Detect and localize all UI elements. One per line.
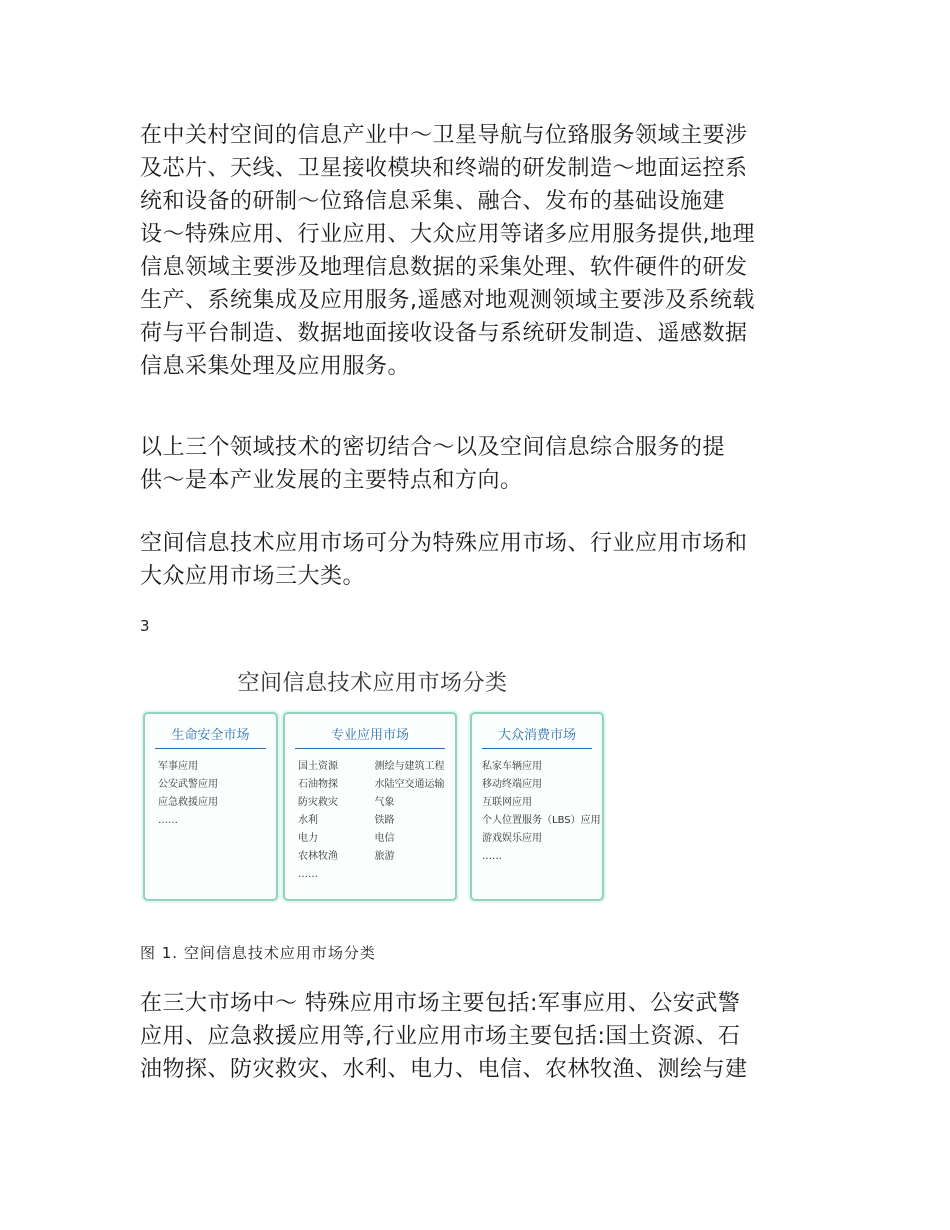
text-line: 大众应用市场三大类。 [140,564,366,589]
paragraph-market-categories [140,527,820,593]
professional-market-box [283,712,457,901]
box-title: 专业应用市场 [295,724,445,749]
life-safety-market-box [143,712,278,901]
box-title: 生命安全市场 [155,724,266,749]
list-item: 电信 [374,833,395,844]
list-item: 电力 [298,833,318,844]
list-item: 游戏娱乐应用 [482,833,542,844]
text-line: 荷与平台制造、数据地面接收设备与系统研发制造、遥感数据 [140,321,748,346]
text-line: 设～特殊应用、行业应用、大众应用等诸多应用服务提供,地理 [140,222,755,247]
page-number: 3 [140,617,150,635]
list-item: 移动终端应用 [482,779,542,790]
list-item: 互联网应用 [482,797,532,808]
item-column-right [375,758,452,884]
list-item: 水利 [298,815,318,826]
list-item: 测绘与建筑工程 [374,761,445,772]
text-line: 空间信息技术应用市场可分为特殊应用市场、行业应用市场和 [140,531,748,556]
text-line: 生产、系统集成及应用服务,遥感对地观测领域主要涉及系统载 [140,288,755,313]
mass-consumer-market-box [470,712,604,901]
list-item: 防灾救灾 [298,797,338,808]
list-item: …… [482,851,502,862]
item-column-left [298,758,375,884]
box-item-list [482,758,601,866]
list-item: …… [298,869,318,880]
market-classification-figure [140,660,605,905]
text-line: 统和设备的研制～位臵信息采集、融合、发布的基础设施建 [140,189,726,214]
text-line: 及芯片、天线、卫星接收模块和终端的研发制造～地面运控系 [140,156,748,181]
figure-title: 空间信息技术应用市场分类 [237,671,508,696]
text-line: 在中关村空间的信息产业中～卫星导航与位臵服务领域主要涉 [140,123,748,148]
list-item: 农林牧渔 [298,851,338,862]
list-item: 私家车辆应用 [482,761,542,772]
box-title: 大众消费市场 [482,724,592,749]
list-item: 气象 [374,797,395,808]
list-item: 公安武警应用 [158,779,218,790]
figure-caption: 图 1. 空间信息技术应用市场分类 [140,944,376,962]
paragraph-market-details [140,987,820,1086]
text-line: 信息领域主要涉及地理信息数据的采集处理、软件硬件的研发 [140,255,748,280]
text-line: 油物探、防灾救灾、水利、电力、电信、农林牧渔、测绘与建 [140,1057,748,1082]
text-line: 以上三个领域技术的密切结合～以及空间信息综合服务的提 [140,435,726,460]
list-item: 个人位置服务（LBS）应用 [482,815,601,826]
paragraph-industry-overview [140,119,820,383]
text-line: 信息采集处理及应用服务。 [140,354,411,379]
box-item-list [158,758,272,830]
list-item: 石油物探 [298,779,338,790]
list-item: 应急救援应用 [158,797,218,808]
list-item: 军事应用 [158,761,198,772]
text-line: 供～是本产业发展的主要特点和方向。 [140,468,523,493]
text-line: 应用、应急救援应用等,行业应用市场主要包括:国土资源、石 [140,1024,741,1049]
box-item-list [298,758,451,884]
list-item: 旅游 [374,851,395,862]
text-line: 在三大市场中～ 特殊应用市场主要包括:军事应用、公安武警 [140,991,741,1016]
list-item: 国土资源 [298,761,338,772]
list-item: 水陆空交通运输 [374,779,445,790]
list-item: …… [158,815,178,826]
paragraph-integration [140,431,820,497]
list-item: 铁路 [374,815,395,826]
